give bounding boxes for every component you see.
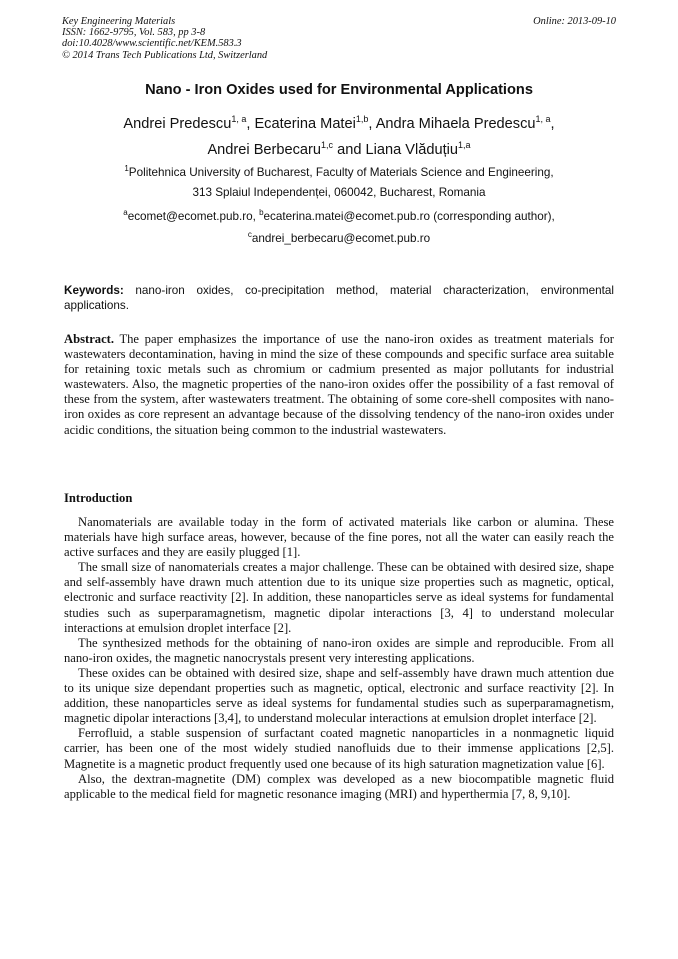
email-line-2 bbox=[0, 230, 678, 245]
author-line-2 bbox=[0, 140, 678, 158]
author-name: Ecaterina Matei bbox=[254, 115, 356, 132]
author-separator: and bbox=[333, 141, 366, 158]
email-mark: b bbox=[259, 208, 264, 217]
author-affiliation-mark: 1,b bbox=[355, 114, 369, 124]
author-affiliation-mark: 1, a bbox=[535, 114, 551, 124]
journal-name: Key Engineering Materials bbox=[62, 16, 176, 27]
email-mark: c bbox=[247, 230, 252, 239]
keywords bbox=[64, 284, 614, 313]
online-date: Online: 2013-09-10 bbox=[533, 16, 616, 27]
paper-title: Nano - Iron Oxides used for Environmental Applications bbox=[145, 82, 533, 98]
email-text: ecaterina.matei@ecomet.pub.ro (corresponding author), bbox=[263, 209, 555, 223]
author-name: Andra Mihaela Predescu bbox=[375, 115, 536, 132]
author-separator: , bbox=[246, 115, 255, 132]
author-separator: , bbox=[550, 115, 555, 132]
email-text: andrei_berbecaru@ecomet.pub.ro bbox=[251, 231, 431, 245]
copyright-line: © 2014 Trans Tech Publications Ltd, Switzerland bbox=[62, 49, 268, 61]
author-affiliation-mark: 1,a bbox=[458, 140, 471, 150]
affiliation-mark: 1 bbox=[124, 164, 129, 173]
paragraph: Ferrofluid, a stable suspension of surfactant coated magnetic nanoparticles in a nonmagnetic liquid carrier, has been one of the most widely studied nanofluids due to their immense applications [2,5]. Magnetite is a magnetic product frequently used one because of its high saturation magnetization value [6]. bbox=[64, 726, 614, 771]
author-name: Liana Vlăduțiu bbox=[365, 141, 459, 158]
author-affiliation-mark: 1, a bbox=[231, 114, 247, 124]
introduction-body bbox=[64, 515, 614, 802]
affiliation-line-2: 313 Splaiul Independenței, 060042, Bucharest, Romania bbox=[192, 186, 486, 199]
keywords-text: nano-iron oxides, co-precipitation method, material characterization, environmental applications. bbox=[64, 284, 614, 312]
author-separator: , bbox=[368, 115, 376, 132]
paragraph: The synthesized methods for the obtaining of nano-iron oxides are simple and reproducible. From all nano-iron oxides, the magnetic nanocrystals present very interesting applications. bbox=[64, 635, 614, 665]
keywords-label: Keywords: bbox=[64, 284, 124, 297]
abstract-label: Abstract. bbox=[64, 332, 115, 346]
paragraph: The small size of nanomaterials creates a major challenge. These can be obtained with desired size, shape and self-assembly have drawn much attention due to its unique size properties such as magnetic, optical, electronic and surface reactivity [2]. In addition, these nanoparticles serve as ideal systems for fundamental studies such as superparamagnetism, magnetic dipolar interactions [3, 4] to understand molecular interactions at emulsion droplet interface [2]. bbox=[64, 560, 614, 635]
paragraph: Also, the dextran-magnetite (DM) complex was developed as a new biocompatible magnetic fluid applicable to the medical field for magnetic resonance imaging (MRI) and hyperthermia [7, 8, 9,10]. bbox=[64, 771, 614, 801]
abstract-text: The paper emphasizes the importance of use the nano-iron oxides as treatment materials for wastewaters decontamination, having in mind the size of these compounds and specific surface area suitable for retaining toxic metals such as chromium or cadmium presented as major pollutants for industrial wastewaters. Also, the magnetic properties of the nano-iron oxides offer the possibility of a fast removal of these from the system, after wastewaters treatment. The obtaining of some core-shell composites with nano-iron oxides as core represent an advantage because of the dissolving tendency of the nano-iron oxides under acidic conditions, the situation being common to the industrial wastewaters. bbox=[64, 332, 614, 437]
author-name: Andrei Predescu bbox=[123, 115, 232, 132]
doi-line: doi:10.4028/www.scientific.net/KEM.583.3 bbox=[62, 38, 242, 50]
author-affiliation-mark: 1,c bbox=[321, 140, 334, 150]
abstract bbox=[64, 332, 614, 438]
issn-line: ISSN: 1662-9795, Vol. 583, pp 3-8 bbox=[62, 27, 206, 39]
affiliation-line-1 bbox=[0, 164, 678, 179]
email-mark: a bbox=[123, 208, 128, 217]
journal-header bbox=[62, 16, 616, 61]
paragraph: Nanomaterials are available today in the form of activated materials like carbon or alumina. These materials have high surface areas, however, because of the fine pores, not all the water can easily reach the active surfaces and they are easily plugged [1]. bbox=[64, 515, 614, 560]
author-name: Andrei Berbecaru bbox=[207, 141, 322, 158]
email-text: ecomet@ecomet.pub.ro, bbox=[127, 209, 260, 223]
paragraph: These oxides can be obtained with desired size, shape and self-assembly have drawn much attention due to its unique size dependant properties such as magnetic, optical, electronic and surface reactivity [2]. In addition, these nanoparticles serve as ideal systems for fundamental studies such as superparamagnetism, magnetic dipolar interactions [3,4], to understand molecular interactions at emulsion droplet interface [2]. bbox=[64, 665, 614, 726]
author-line-1 bbox=[0, 114, 678, 132]
section-heading: Introduction bbox=[64, 491, 133, 505]
affiliation-text: Politehnica University of Bucharest, Faculty of Materials Science and Engineering, bbox=[128, 165, 554, 179]
email-line-1 bbox=[0, 208, 678, 223]
